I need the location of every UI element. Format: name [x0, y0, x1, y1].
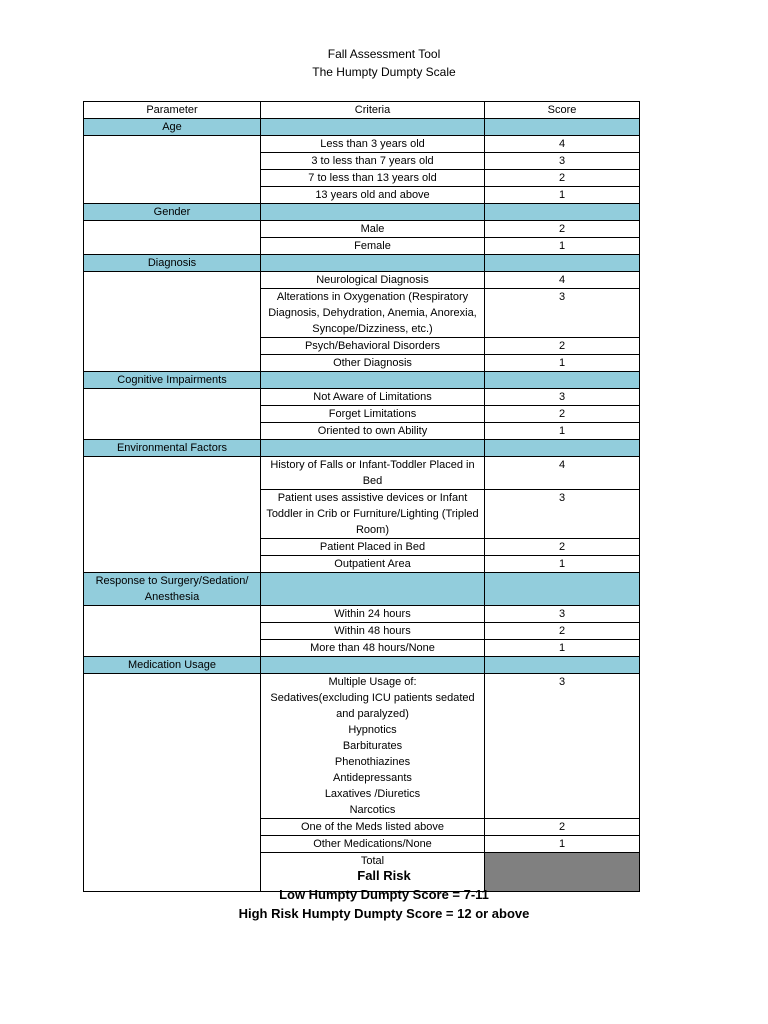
- criteria-cell: Patient uses assistive devices or Infant Toddler in Crib or Furniture/Lighting (Tripled Room): [261, 490, 485, 539]
- criteria-cell: Female: [261, 238, 485, 255]
- section-header-blank-criteria: [261, 440, 485, 457]
- table-header-row: [84, 102, 640, 119]
- table-row: [84, 272, 640, 289]
- criteria-line: Sedatives(excluding ICU patients sedated and paralyzed): [270, 692, 475, 720]
- section-header-blank-criteria: [261, 119, 485, 136]
- parameter-environmental-factors: Environmental Factors: [84, 440, 261, 457]
- section-header-row: [84, 255, 640, 272]
- criteria-cell: Male: [261, 221, 485, 238]
- score-cell: 2: [485, 539, 640, 556]
- section-header-blank-score: [485, 657, 640, 674]
- total-label: Total: [261, 853, 485, 892]
- section-header-row: [84, 119, 640, 136]
- section-header-row: [84, 657, 640, 674]
- score-cell: 4: [485, 272, 640, 289]
- criteria-cell: Alterations in Oxygenation (Respiratory Diagnosis, Dehydration, Anemia, Anorexia, Syncope/Dizziness, etc.): [261, 289, 485, 338]
- parameter-medication-usage: Medication Usage: [84, 657, 261, 674]
- criteria-cell: 3 to less than 7 years old: [261, 153, 485, 170]
- parameter-response-to-surgery-sedation-anesthesia: Response to Surgery/Sedation/ Anesthesia: [84, 573, 261, 606]
- parameter-diagnosis: Diagnosis: [84, 255, 261, 272]
- section-header-row: [84, 573, 640, 606]
- table-body: [84, 119, 640, 892]
- criteria-line: Laxatives /Diuretics: [324, 788, 421, 800]
- score-cell: 3: [485, 389, 640, 406]
- criteria-cell: History of Falls or Infant-Toddler Placed in Bed: [261, 457, 485, 490]
- criteria-cell: Other Medications/None: [261, 836, 485, 853]
- score-cell: 2: [485, 338, 640, 355]
- criteria-line: Antidepressants: [333, 772, 412, 784]
- criteria-cell: Other Diagnosis: [261, 355, 485, 372]
- table-row: [84, 136, 640, 153]
- score-cell: 3: [485, 606, 640, 623]
- score-cell: 1: [485, 238, 640, 255]
- parameter-blank-cell: [84, 272, 261, 372]
- section-header-row: [84, 372, 640, 389]
- table-row: [84, 674, 640, 819]
- section-header-blank-criteria: [261, 255, 485, 272]
- score-cell: 1: [485, 423, 640, 440]
- document-title: Fall Assessment Tool: [327, 47, 441, 61]
- table-row: [84, 606, 640, 623]
- section-header-blank-score: [485, 204, 640, 221]
- score-cell: 1: [485, 836, 640, 853]
- section-header-blank-criteria: [261, 204, 485, 221]
- table-row: [84, 457, 640, 490]
- parameter-gender: Gender: [84, 204, 261, 221]
- criteria-cell: 13 years old and above: [261, 187, 485, 204]
- criteria-cell: Forget Limitations: [261, 406, 485, 423]
- criteria-line: Phenothiazines: [334, 756, 411, 768]
- criteria-line: Narcotics: [349, 804, 396, 816]
- score-cell: 4: [485, 136, 640, 153]
- score-cell: 3: [485, 289, 640, 338]
- score-cell: 1: [485, 187, 640, 204]
- section-header-row: [84, 204, 640, 221]
- criteria-cell: Less than 3 years old: [261, 136, 485, 153]
- section-header-row: [84, 440, 640, 457]
- section-header-blank-score: [485, 255, 640, 272]
- header-criteria: Criteria: [261, 102, 485, 119]
- section-header-blank-score: [485, 372, 640, 389]
- parameter-cognitive-impairments: Cognitive Impairments: [84, 372, 261, 389]
- parameter-blank-cell: [84, 457, 261, 573]
- criteria-cell: Oriented to own Ability: [261, 423, 485, 440]
- high-risk-line: High Risk Humpty Dumpty Score = 12 or above: [238, 906, 530, 921]
- section-header-blank-score: [485, 440, 640, 457]
- parameter-age: Age: [84, 119, 261, 136]
- section-header-blank-score: [485, 573, 640, 606]
- score-cell: 2: [485, 819, 640, 836]
- fall-risk-heading: Fall Risk: [357, 868, 411, 883]
- score-cell: 3: [485, 674, 640, 819]
- score-cell: 3: [485, 153, 640, 170]
- header-score: Score: [485, 102, 640, 119]
- criteria-cell: Neurological Diagnosis: [261, 272, 485, 289]
- score-cell: 2: [485, 623, 640, 640]
- criteria-cell: 7 to less than 13 years old: [261, 170, 485, 187]
- criteria-line: Hypnotics: [348, 724, 397, 736]
- parameter-blank-cell: [84, 221, 261, 255]
- parameter-blank-cell: [84, 136, 261, 204]
- criteria-cell: More than 48 hours/None: [261, 640, 485, 657]
- score-cell: 2: [485, 170, 640, 187]
- criteria-cell: Within 48 hours: [261, 623, 485, 640]
- criteria-line: Multiple Usage of:: [328, 676, 417, 688]
- parameter-blank-cell: [84, 606, 261, 657]
- criteria-cell: Patient Placed in Bed: [261, 539, 485, 556]
- score-cell: 1: [485, 355, 640, 372]
- table-row: [84, 221, 640, 238]
- parameter-blank-cell: [84, 389, 261, 440]
- score-cell: 3: [485, 490, 640, 539]
- section-header-blank-criteria: [261, 372, 485, 389]
- table-row: [84, 389, 640, 406]
- section-header-blank-criteria: [261, 573, 485, 606]
- criteria-line: Barbiturates: [342, 740, 403, 752]
- score-cell: 2: [485, 221, 640, 238]
- score-cell: 1: [485, 556, 640, 573]
- criteria-cell: Psych/Behavioral Disorders: [261, 338, 485, 355]
- criteria-cell: Not Aware of Limitations: [261, 389, 485, 406]
- criteria-cell: Within 24 hours: [261, 606, 485, 623]
- score-cell: 2: [485, 406, 640, 423]
- section-header-blank-criteria: [261, 657, 485, 674]
- low-risk-line: Low Humpty Dumpty Score = 7-11: [279, 887, 489, 902]
- criteria-cell: One of the Meds listed above: [261, 819, 485, 836]
- section-header-blank-score: [485, 119, 640, 136]
- humpty-dumpty-scale-table: [83, 101, 640, 892]
- score-cell: 1: [485, 640, 640, 657]
- score-cell: 4: [485, 457, 640, 490]
- criteria-cell: Outpatient Area: [261, 556, 485, 573]
- criteria-cell-multiple-usage: [261, 674, 485, 819]
- header-parameter: Parameter: [84, 102, 261, 119]
- document-subtitle: The Humpty Dumpty Scale: [312, 65, 456, 79]
- parameter-blank-cell: [84, 674, 261, 892]
